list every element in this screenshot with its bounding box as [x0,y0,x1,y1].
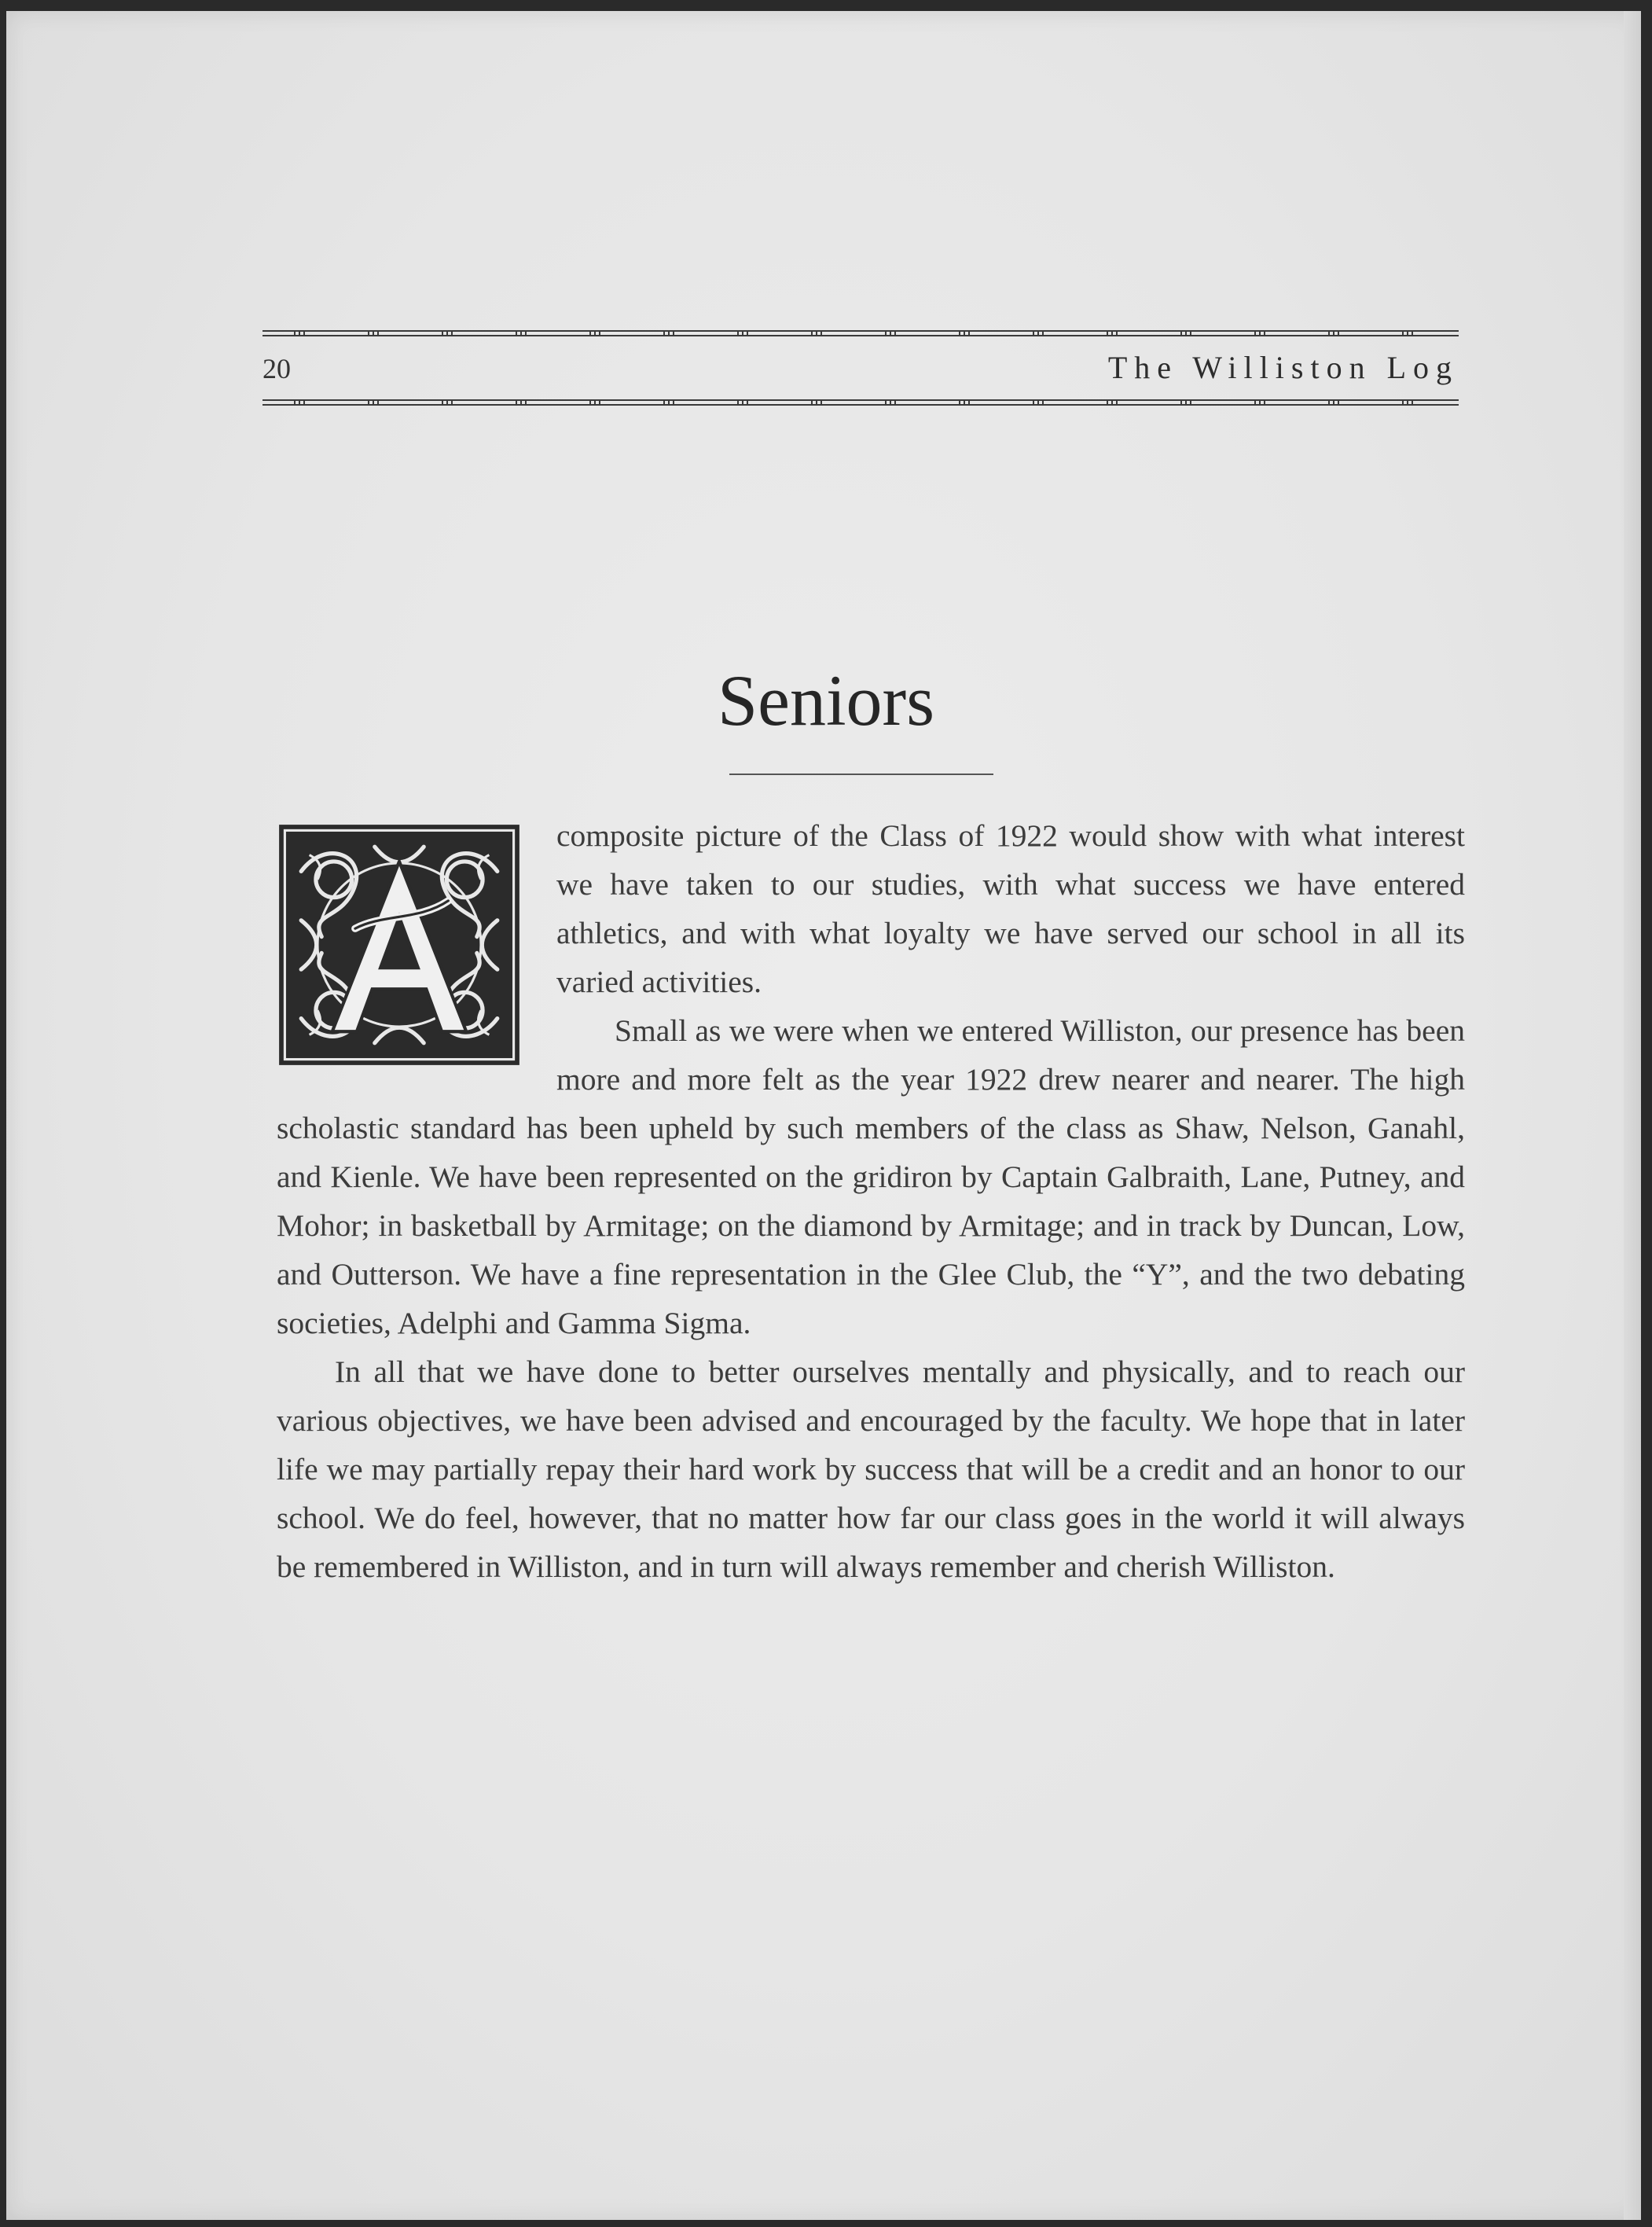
paragraph-3: In all that we have done to better ourselves mentally and physically, and to reach our various objectives, we have been advised and encouraged by the faculty. We hope that in later life we may partially repay their hard work by success that will be a credit and an honor to our school. We do feel, however, that no matter how far our class goes in the world it will always be remembered in Williston, and in turn will always remember and cherish Williston. [277,1354,1465,1584]
ornamental-initial-A-icon [277,822,522,1068]
page-number: 20 [262,353,291,384]
section-title: Seniors [718,660,934,740]
ornamental-rule-bottom [262,399,1459,406]
running-head [262,330,1459,409]
ornamental-rule-top [262,330,1459,336]
page-edge [1624,11,1641,2220]
paragraph-1: composite picture of the Class of 1922 would show with what interest we have taken to our studies, with what success we have entered athletics, and with what loyalty we have served our school in all its varied activities. [556,818,1465,999]
publication-title: The Williston Log [1107,350,1459,385]
article-body [277,811,1465,1591]
paragraph-2: Small as we were when we entered Williston, our presence has been more and more felt as the year 1922 drew nearer and nearer. The high scholastic standard has been upheld by such members of the class as Shaw, Nelson, Ganahl, and Kienle. We have been represented on the gridiron by Captain Galbraith, Lane, Putney, and Mohor; in basketball by Armitage; on the diamond by Armitage; and in track by Duncan, Low, and Outterson. We have a fine representation in the Glee Club, the “Y”, and the two debating societies, Adelphi and Gamma Sigma. [277,1013,1465,1340]
title-underline [729,774,993,775]
